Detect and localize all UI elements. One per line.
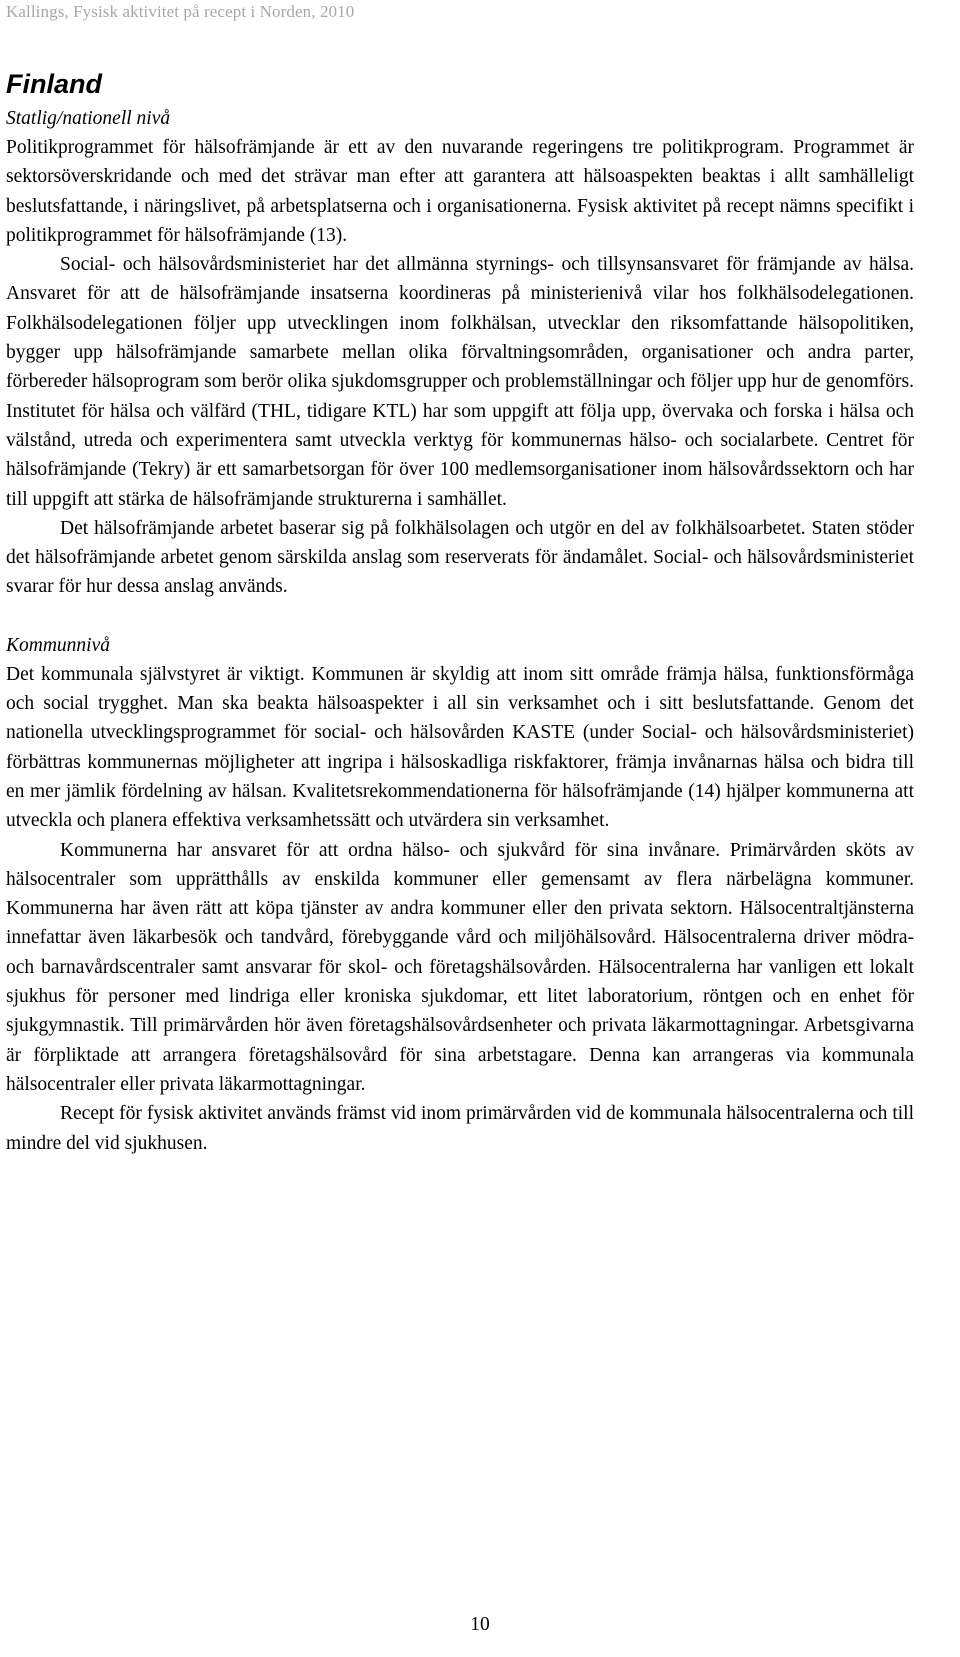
paragraph: Recept för fysisk aktivitet används främst vid inom primärvården vid de kommunala hälsocentralerna och till mindre del vid sjukhusen. xyxy=(6,1103,914,1154)
national-level-heading: Statlig/nationell nivå xyxy=(6,108,171,129)
paragraph: Det hälsofrämjande arbetet baserar sig på folkhälsolagen och utgör en del av folkhälsoarbetet. Staten stöder det hälsofrämjande arbetet genom särskilda anslag som reserverats för ändamålet. Social- och hälsovårdsministeriet svarar för hur dessa anslag används. xyxy=(6,517,914,598)
section-spacer xyxy=(6,602,914,631)
page-number: 10 xyxy=(470,1614,490,1635)
running-header: Kallings, Fysisk aktivitet på recept i Norden, 2010 xyxy=(6,2,355,21)
paragraph: Kommunerna har ansvaret för att ordna hälso- och sjukvård för sina invånare. Primärvården sköts av hälsocentraler som upprätthålls av enskilda kommuner eller gemensamt av flera närbelägna kommuner. Kommunerna har även rätt att köpa tjänster av andra kommuner eller den privata sektorn. Hälsocentraltjänsterna innefattar även läkarbesök och tandvård, förebyggande vård och miljöhälsovård. Hälsocentralerna driver mödra- och barnavårdscentraler samt ansvarar för skol- och företagshälsovården. Hälsocentralerna har vanligen ett lokalt sjukhus för personer med lindriga eller kroniska sjukdomar, ett litet laboratorium, röntgen och en enhet för sjukgymnastik. Till primärvården hör även företagshälsovårdsenheter och privata läkarmottagningar. Arbetsgivarna är förpliktade att arrangera företagshälsovård för sina arbetstagare. Denna kan arrangeras via kommunala hälsocentraler eller privata läkarmottagningar. xyxy=(6,839,914,1095)
document-body xyxy=(6,64,914,1158)
section-title: Finland xyxy=(6,69,102,99)
municipal-level-heading: Kommunnivå xyxy=(6,634,110,656)
paragraph: Det kommunala självstyret är viktigt. Kommunen är skyldig att inom sitt område främja hälsa, funktionsförmåga och social trygghet. Man ska beakta hälsoaspekter i all sin verksamhet och i sitt beslutsfattande. Genom det nationella utvecklingsprogrammet för social- och hälsovården KASTE (under Social- och hälsovårdsministeriet) förbättras kommunernas möjligheter att ingripa i hälsoskadliga riskfaktorer, främja invånarnas hälsa och bidra till en mer jämlik fördelning av hälsan. Kvalitetsrekommendationerna för hälsofrämjande (14) hjälper kommunerna att utveckla och planera effektiva verksamhetssätt och utvärdera sin verksamhet. xyxy=(6,663,914,832)
paragraph: Social- och hälsovårdsministeriet har det allmänna styrnings- och tillsynsansvaret för främjande av hälsa. Ansvaret för att de hälsofrämjande insatserna koordineras på ministerienivå vilar hos folkhälsodelegationen. Folkhälsodelegationen följer upp utvecklingen inom folkhälsan, utvecklar den riksomfattande hälsopolitiken, bygger upp hälsofrämjande samarbete mellan olika förvaltningsområden, organisationer och andra parter, förbereder hälsoprogram som berör olika sjukdomsgrupper och problemställningar och följer upp hur de genomförs. Institutet för hälsa och välfärd (THL, tidigare KTL) har som uppgift att följa upp, övervaka och forska i hälsa och välstånd, utreda och experimentera samt utveckla verktyg för kommunernas hälso- och socialarbete. Centret för hälsofrämjande (Tekry) är ett samarbetsorgan för över 100 medlemsorganisationer inom hälsovårdssektorn och har till uppgift att stärka de hälsofrämjande strukturerna i samhället. xyxy=(6,254,914,510)
paragraph: Politikprogrammet för hälsofrämjande är ett av den nuvarande regeringens tre politikprogram. Programmet är sektorsöverskridande och med det strävar man efter att garantera att hälsoaspekten beaktas i allt samhälleligt beslutsfattande, i näringslivet, på arbetsplatserna och i organisationerna. Fysisk aktivitet på recept nämns specifikt i politikprogrammet för hälsofrämjande (13). xyxy=(6,137,914,246)
